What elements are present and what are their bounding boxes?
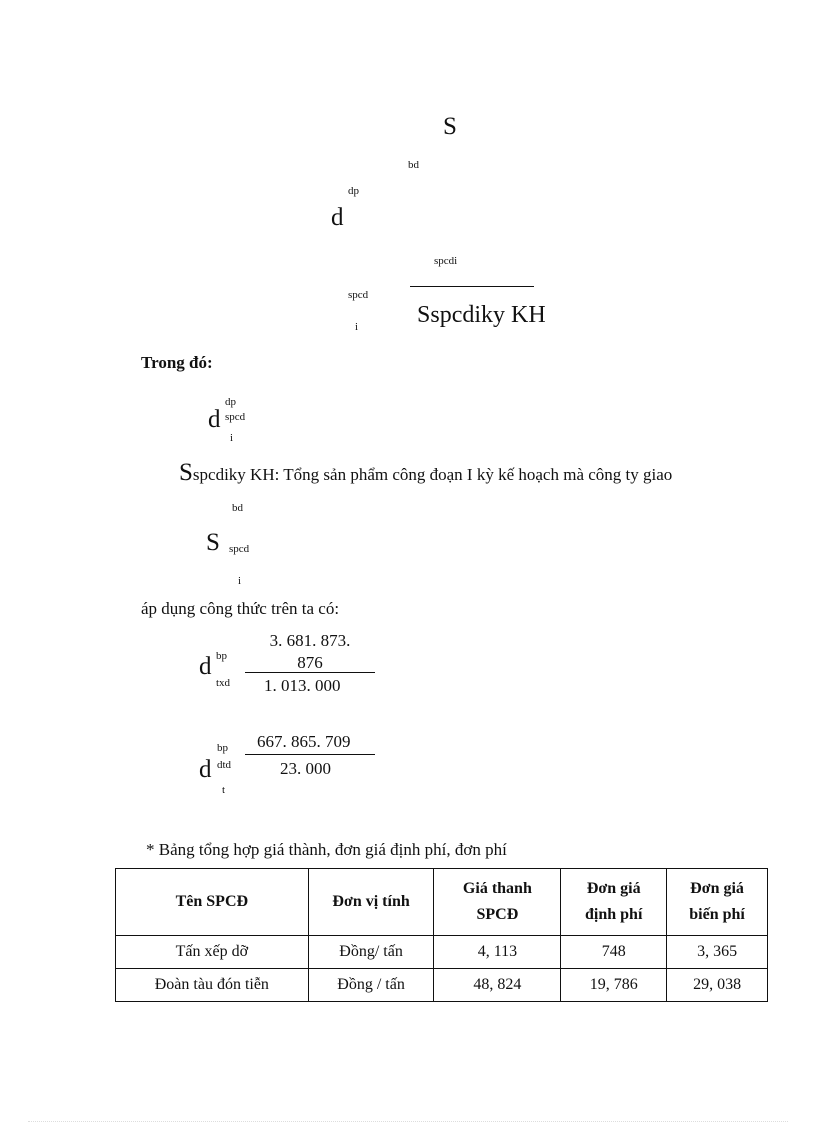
where-d-letter: d [208, 406, 221, 433]
f2-dtd-subscript: dtd [217, 759, 232, 771]
header-cell-cost [434, 869, 561, 936]
f1-d-letter: d [199, 653, 212, 680]
where-sbd-spcd: spcd [229, 543, 250, 555]
header-label: Đơn vị tính [332, 893, 410, 910]
header-label: Giá thanh [462, 880, 532, 897]
where-sbd-s: S [206, 529, 220, 556]
table-cell: 748 [561, 936, 667, 969]
f2-numerator: 667. 865. 709 [257, 732, 351, 751]
formula-fraction-bar [410, 286, 534, 287]
where-s-definition [179, 460, 672, 485]
page-bottom-divider [28, 1121, 788, 1122]
table-cell: 29, 038 [667, 969, 768, 1002]
f1-numerator-line1: 3. 681. 873. [269, 631, 351, 650]
table-cell: Đoàn tàu đón tiễn [116, 969, 309, 1002]
f1-fraction-bar [245, 672, 375, 673]
where-s-description: : Tổng sản phẩm công đoạn I kỳ kế hoạch mà công ty giao [274, 465, 673, 484]
header-cell-fixed [561, 869, 667, 936]
formula-denominator [417, 303, 546, 327]
where-s-rest: spcdiky KH [192, 465, 275, 484]
header-label: biến phí [689, 906, 745, 923]
where-sbd-i: i [238, 575, 242, 587]
table-cell: Đồng / tấn [308, 969, 434, 1002]
table-cell: Đồng/ tấn [308, 936, 434, 969]
f2-fraction-bar [245, 754, 375, 755]
formula-spcdi-label: spcdi [434, 255, 458, 267]
header-label: định phí [585, 906, 643, 923]
f1-denominator: 1. 013. 000 [264, 676, 341, 695]
where-d-i: i [230, 432, 234, 444]
table-cell: 4, 113 [434, 936, 561, 969]
table-row [116, 969, 768, 1002]
f1-txd-subscript: txd [216, 677, 231, 689]
formula-d-symbol: d [331, 204, 344, 231]
table-row [116, 936, 768, 969]
where-d-dp: dp [225, 396, 236, 408]
f2-d-letter: d [199, 756, 212, 783]
f2-t-subscript: t [222, 784, 226, 796]
where-d-spcd: spcd [225, 411, 246, 423]
header-label: Tên SPCĐ [175, 893, 249, 910]
apply-text: áp dụng công thức trên ta có: [141, 599, 340, 618]
formula-dp-superscript: dp [348, 185, 359, 197]
header-cell-unit [308, 869, 434, 936]
f2-bp-superscript: bp [217, 742, 228, 754]
header-cell-variable [667, 869, 768, 936]
where-s-big: S [179, 459, 193, 486]
formula-bd-superscript: bd [408, 159, 419, 171]
formula-denominator-text: Sspcdiky KH [417, 302, 546, 328]
header-label: SPCĐ [476, 906, 519, 923]
f2-denominator: 23. 000 [280, 759, 331, 778]
formula-s-symbol: S [443, 113, 457, 140]
where-heading: Trong đó: [141, 353, 213, 372]
f1-bp-superscript: bp [216, 650, 227, 662]
header-label: Đơn giá [690, 880, 744, 897]
summary-table [115, 868, 768, 1002]
header-label: Đơn giá [586, 880, 641, 897]
where-sbd-bd: bd [232, 502, 243, 514]
formula-spcd-subscript: spcd [348, 289, 369, 301]
table-caption: * Bảng tổng hợp giá thành, đơn giá định phí, đơn phí [146, 840, 507, 859]
table-header-row [116, 869, 768, 936]
table-cell: 3, 365 [667, 936, 768, 969]
formula-i-subscript: i [355, 321, 359, 333]
table-cell: Tấn xếp dỡ [116, 936, 309, 969]
table-cell: 19, 786 [561, 969, 667, 1002]
f1-numerator-line2: 876 [297, 653, 323, 672]
header-cell-name [116, 869, 309, 936]
table-cell: 48, 824 [434, 969, 561, 1002]
